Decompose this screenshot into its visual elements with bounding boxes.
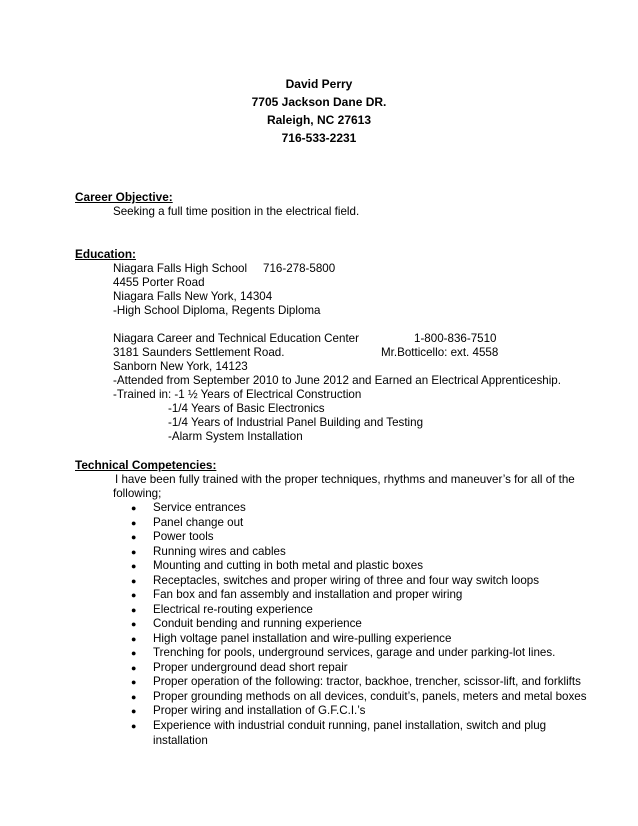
bullet-icon: ● xyxy=(131,503,137,513)
bullet-icon: ● xyxy=(131,692,137,702)
list-item: Proper operation of the following: tractor, backhoe, trencher, scissor-lift, and forklifts xyxy=(153,675,581,688)
school2-contact: Mr.Botticello: ext. 4558 xyxy=(381,346,499,359)
list-item: Fan box and fan assembly and installation and proper wiring xyxy=(153,588,463,601)
school2-trained: -Trained in: -1 ½ Years of Electrical Construction xyxy=(113,388,362,401)
competencies-intro: I have been fully trained with the proper techniques, rhythms and maneuver’s for all of the xyxy=(115,473,575,486)
list-item: Receptacles, switches and proper wiring of three and four way switch loops xyxy=(153,574,540,587)
list-item: Conduit bending and running experience xyxy=(153,617,362,630)
bullet-icon: ● xyxy=(131,619,137,629)
list-item: Electrical re-routing experience xyxy=(153,603,313,616)
school2-trained-3: -1/4 Years of Industrial Panel Building and Testing xyxy=(168,416,424,429)
school2-attended: -Attended from September 2010 to June 2012 and Earned an Electrical Apprenticeship. xyxy=(113,374,561,387)
list-item: Panel change out xyxy=(153,516,244,529)
bullet-icon: ● xyxy=(131,677,137,687)
bullet-icon: ● xyxy=(131,663,137,673)
school1-diploma: -High School Diploma, Regents Diploma xyxy=(113,304,321,317)
school2-trained-4: -Alarm System Installation xyxy=(168,430,303,443)
education-heading: Education: xyxy=(75,247,136,261)
applicant-name: David Perry xyxy=(285,77,353,91)
list-item: Mounting and cutting in both metal and plastic boxes xyxy=(153,559,424,572)
list-item: Service entrances xyxy=(153,501,246,514)
bullet-icon: ● xyxy=(131,648,137,658)
applicant-phone: 716-533-2231 xyxy=(281,131,357,145)
school2-street: 3181 Saunders Settlement Road. xyxy=(113,346,285,359)
bullet-icon: ● xyxy=(131,576,137,586)
school1-name: Niagara Falls High School xyxy=(113,262,248,275)
bullet-icon: ● xyxy=(131,518,137,528)
list-item: Power tools xyxy=(153,530,214,543)
applicant-city: Raleigh, NC 27613 xyxy=(266,113,372,127)
bullet-icon: ● xyxy=(131,532,137,542)
school2-phone: 1-800-836-7510 xyxy=(414,332,497,345)
school2-city: Sanborn New York, 14123 xyxy=(113,360,248,373)
list-item: High voltage panel installation and wire-pulling experience xyxy=(153,632,452,645)
objective-text: Seeking a full time position in the electrical field. xyxy=(113,205,360,218)
bullet-icon: ● xyxy=(131,561,137,571)
bullet-icon: ● xyxy=(131,605,137,615)
bullet-icon: ● xyxy=(131,590,137,600)
school1-phone: 716-278-5800 xyxy=(263,262,336,275)
list-item: Running wires and cables xyxy=(153,545,286,558)
list-item: Trenching for pools, underground services, garage and under parking-lot lines. xyxy=(153,646,556,659)
competencies-heading: Technical Competencies: xyxy=(75,458,217,472)
school2-name: Niagara Career and Technical Education Center xyxy=(113,332,359,345)
list-item-continuation: installation xyxy=(153,734,208,747)
school1-city: Niagara Falls New York, 14304 xyxy=(113,290,273,303)
list-item: Proper wiring and installation of G.F.C.I.’s xyxy=(153,704,366,717)
list-item: Proper grounding methods on all devices, conduit’s, panels, meters and metal boxes xyxy=(153,690,587,703)
objective-heading: Career Objective: xyxy=(75,190,173,204)
bullet-icon: ● xyxy=(131,634,137,644)
list-item: Experience with industrial conduit running, panel installation, switch and plug xyxy=(153,719,547,732)
list-item: Proper underground dead short repair xyxy=(153,661,348,674)
applicant-address: 7705 Jackson Dane DR. xyxy=(251,95,387,109)
bullet-icon: ● xyxy=(131,706,137,716)
competencies-intro-cont: following; xyxy=(113,487,162,500)
bullet-icon: ● xyxy=(131,721,137,731)
school2-trained-2: -1/4 Years of Basic Electronics xyxy=(168,402,325,415)
school1-street: 4455 Porter Road xyxy=(113,276,205,289)
bullet-icon: ● xyxy=(131,547,137,557)
